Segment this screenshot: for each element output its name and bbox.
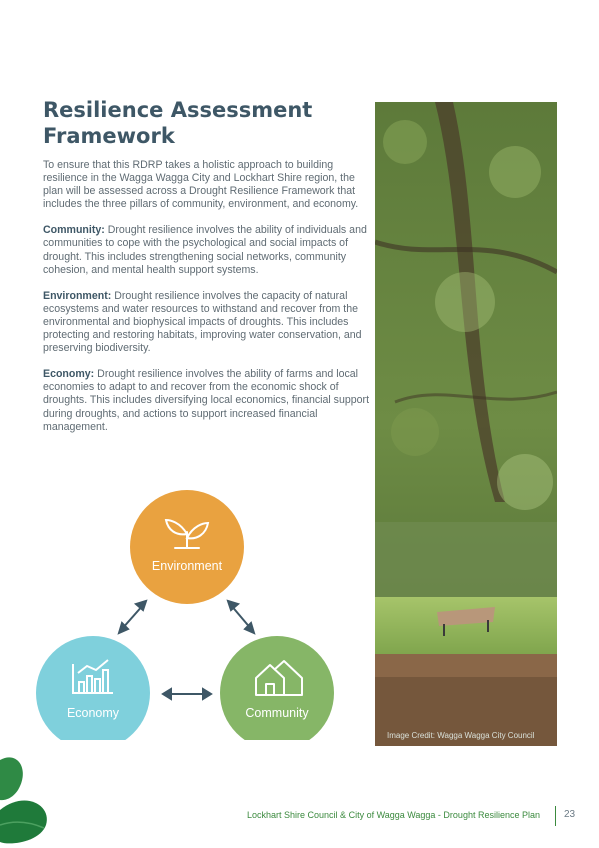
footer-divider — [555, 806, 556, 826]
page-title: Resilience Assessment Framework — [43, 98, 313, 148]
arrow-economy-community — [163, 689, 211, 699]
economy-node — [36, 636, 150, 740]
community-paragraph — [43, 224, 370, 276]
environment-node — [130, 490, 244, 604]
economy-label: Economy: — [43, 368, 95, 381]
image-credit: Image Credit: Wagga Wagga City Council — [387, 731, 535, 740]
leaf-decoration — [0, 750, 60, 848]
arrow-environment-community — [228, 601, 254, 633]
environment-label: Environment: — [43, 289, 112, 302]
environment-label: Environment — [151, 559, 223, 573]
community-label: Community: — [43, 224, 105, 237]
park-photo — [375, 102, 557, 746]
community-node — [220, 636, 334, 740]
economy-text: Drought resilience involves the ability of farms and local economies to adapt to and recover from the economic shock of droughts. This includes diversifying local economics, financial support during droughts, and actions to support increased financial management. — [43, 368, 370, 433]
framework-diagram — [30, 490, 350, 740]
body-text — [43, 159, 370, 447]
environment-paragraph — [43, 290, 370, 355]
footer-title: Lockhart Shire Council & City of Wagga Wagga - Drought Resilience Plan — [247, 810, 540, 820]
community-text: Drought resilience involves the ability of individuals and communities to cope with the psychological and social impacts of drought. This includes strengthening social networks, community cohesion, and mental health support systems. — [43, 224, 367, 276]
community-circle — [220, 636, 334, 740]
page-number: 23 — [564, 809, 576, 820]
economy-paragraph — [43, 368, 370, 433]
environment-text: Drought resilience involves the capacity of natural ecosystems and water resources to withstand and recover from the environmental and biophysical impacts of droughts. This includes protecting and restoring habitats, improving water conservation, and preserving biodiversity. — [43, 289, 362, 355]
arrow-environment-economy — [119, 601, 146, 633]
economy-label: Economy — [66, 706, 120, 720]
intro-paragraph: To ensure that this RDRP takes a holistic approach to building resilience in the Wagga Wagga City and Lockhart Shire region, the plan will be assessed across a Drought Resilience Framework that includes the three pillars of community, environment, and economy. — [43, 159, 359, 211]
community-label: Community — [245, 706, 309, 720]
